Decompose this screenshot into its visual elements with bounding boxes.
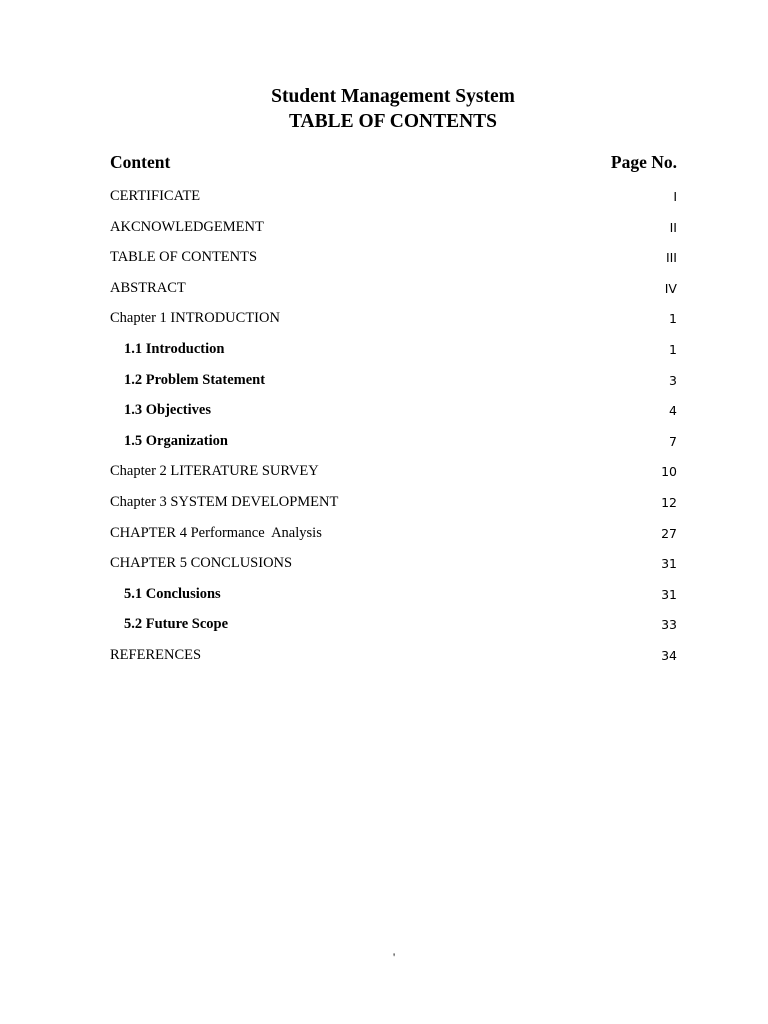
toc-entry-page-number: III [665,250,677,266]
toc-entry [110,550,677,581]
toc-heading: TABLE OF CONTENTS [288,111,498,132]
toc-entry-label: 1.3 Objectives [124,402,211,419]
toc-entry-page-number: 27 [661,525,677,541]
toc-entry [110,244,677,275]
toc-entry-label: CHAPTER 4 Performance Analysis [110,524,322,541]
toc-entry-label: 5.1 Conclusions [124,585,221,602]
toc-entry-page-number: 31 [661,556,677,572]
toc-entry-label: REFERENCES [110,646,202,663]
toc-entry-page-number: 31 [661,586,677,602]
toc-entry-label: 1.5 Organization [124,432,228,449]
toc-entry [110,305,677,336]
toc-entry-label: TABLE OF CONTENTS [110,249,258,266]
content-column-header: Content [110,152,171,172]
toc-entry-page-number: 1 [669,311,677,327]
toc-subentry [110,581,677,612]
toc-entry-label: CHAPTER 5 CONCLUSIONS [110,555,293,572]
toc-entry-label: Chapter 3 SYSTEM DEVELOPMENT [110,493,339,510]
toc-entry-label: ABSTRACT [110,279,186,296]
toc-subentry [110,367,677,398]
toc-header-row [110,150,677,174]
toc-entry-label: 1.2 Problem Statement [124,371,266,388]
document-title: Student Management System [271,86,515,107]
toc-entry-label: AKCNOWLEDGEMENT [110,218,264,235]
toc-entry-label: Chapter 2 LITERATURE SURVEY [110,463,319,480]
toc-entry-page-number: 10 [661,464,677,480]
toc-entry-page-number: II [669,219,677,235]
toc-entry-page-number: I [673,189,677,204]
toc-entry [110,642,677,673]
toc-subentry [110,611,677,642]
toc-entry-page-number: 1 [669,341,677,357]
footer-mark: ' [393,950,396,964]
toc-entry-page-number: IV [664,280,677,296]
toc-list [110,183,677,673]
toc-entry [110,520,677,551]
toc-entry-label: Chapter 1 INTRODUCTION [110,310,280,327]
toc-subentry [110,428,677,459]
toc-entry-label: 5.2 Future Scope [124,616,229,633]
toc-entry-label: 1.1 Introduction [124,340,225,357]
toc-entry [110,275,677,306]
toc-entry [110,214,677,245]
toc-entry-label: CERTIFICATE [110,188,201,204]
toc-entry [110,183,677,214]
toc-subentry [110,336,677,367]
toc-entry-page-number: 7 [669,433,677,449]
toc-entry [110,458,677,489]
toc-entry-page-number: 3 [669,372,677,388]
toc-entry-page-number: 12 [661,494,677,510]
page-number-column-header: Page No. [610,152,677,172]
toc-entry [110,489,677,520]
toc-entry-page-number: 34 [661,647,677,663]
toc-entry-page-number: 4 [669,403,677,419]
toc-entry-page-number: 33 [661,617,677,633]
toc-subentry [110,397,677,428]
